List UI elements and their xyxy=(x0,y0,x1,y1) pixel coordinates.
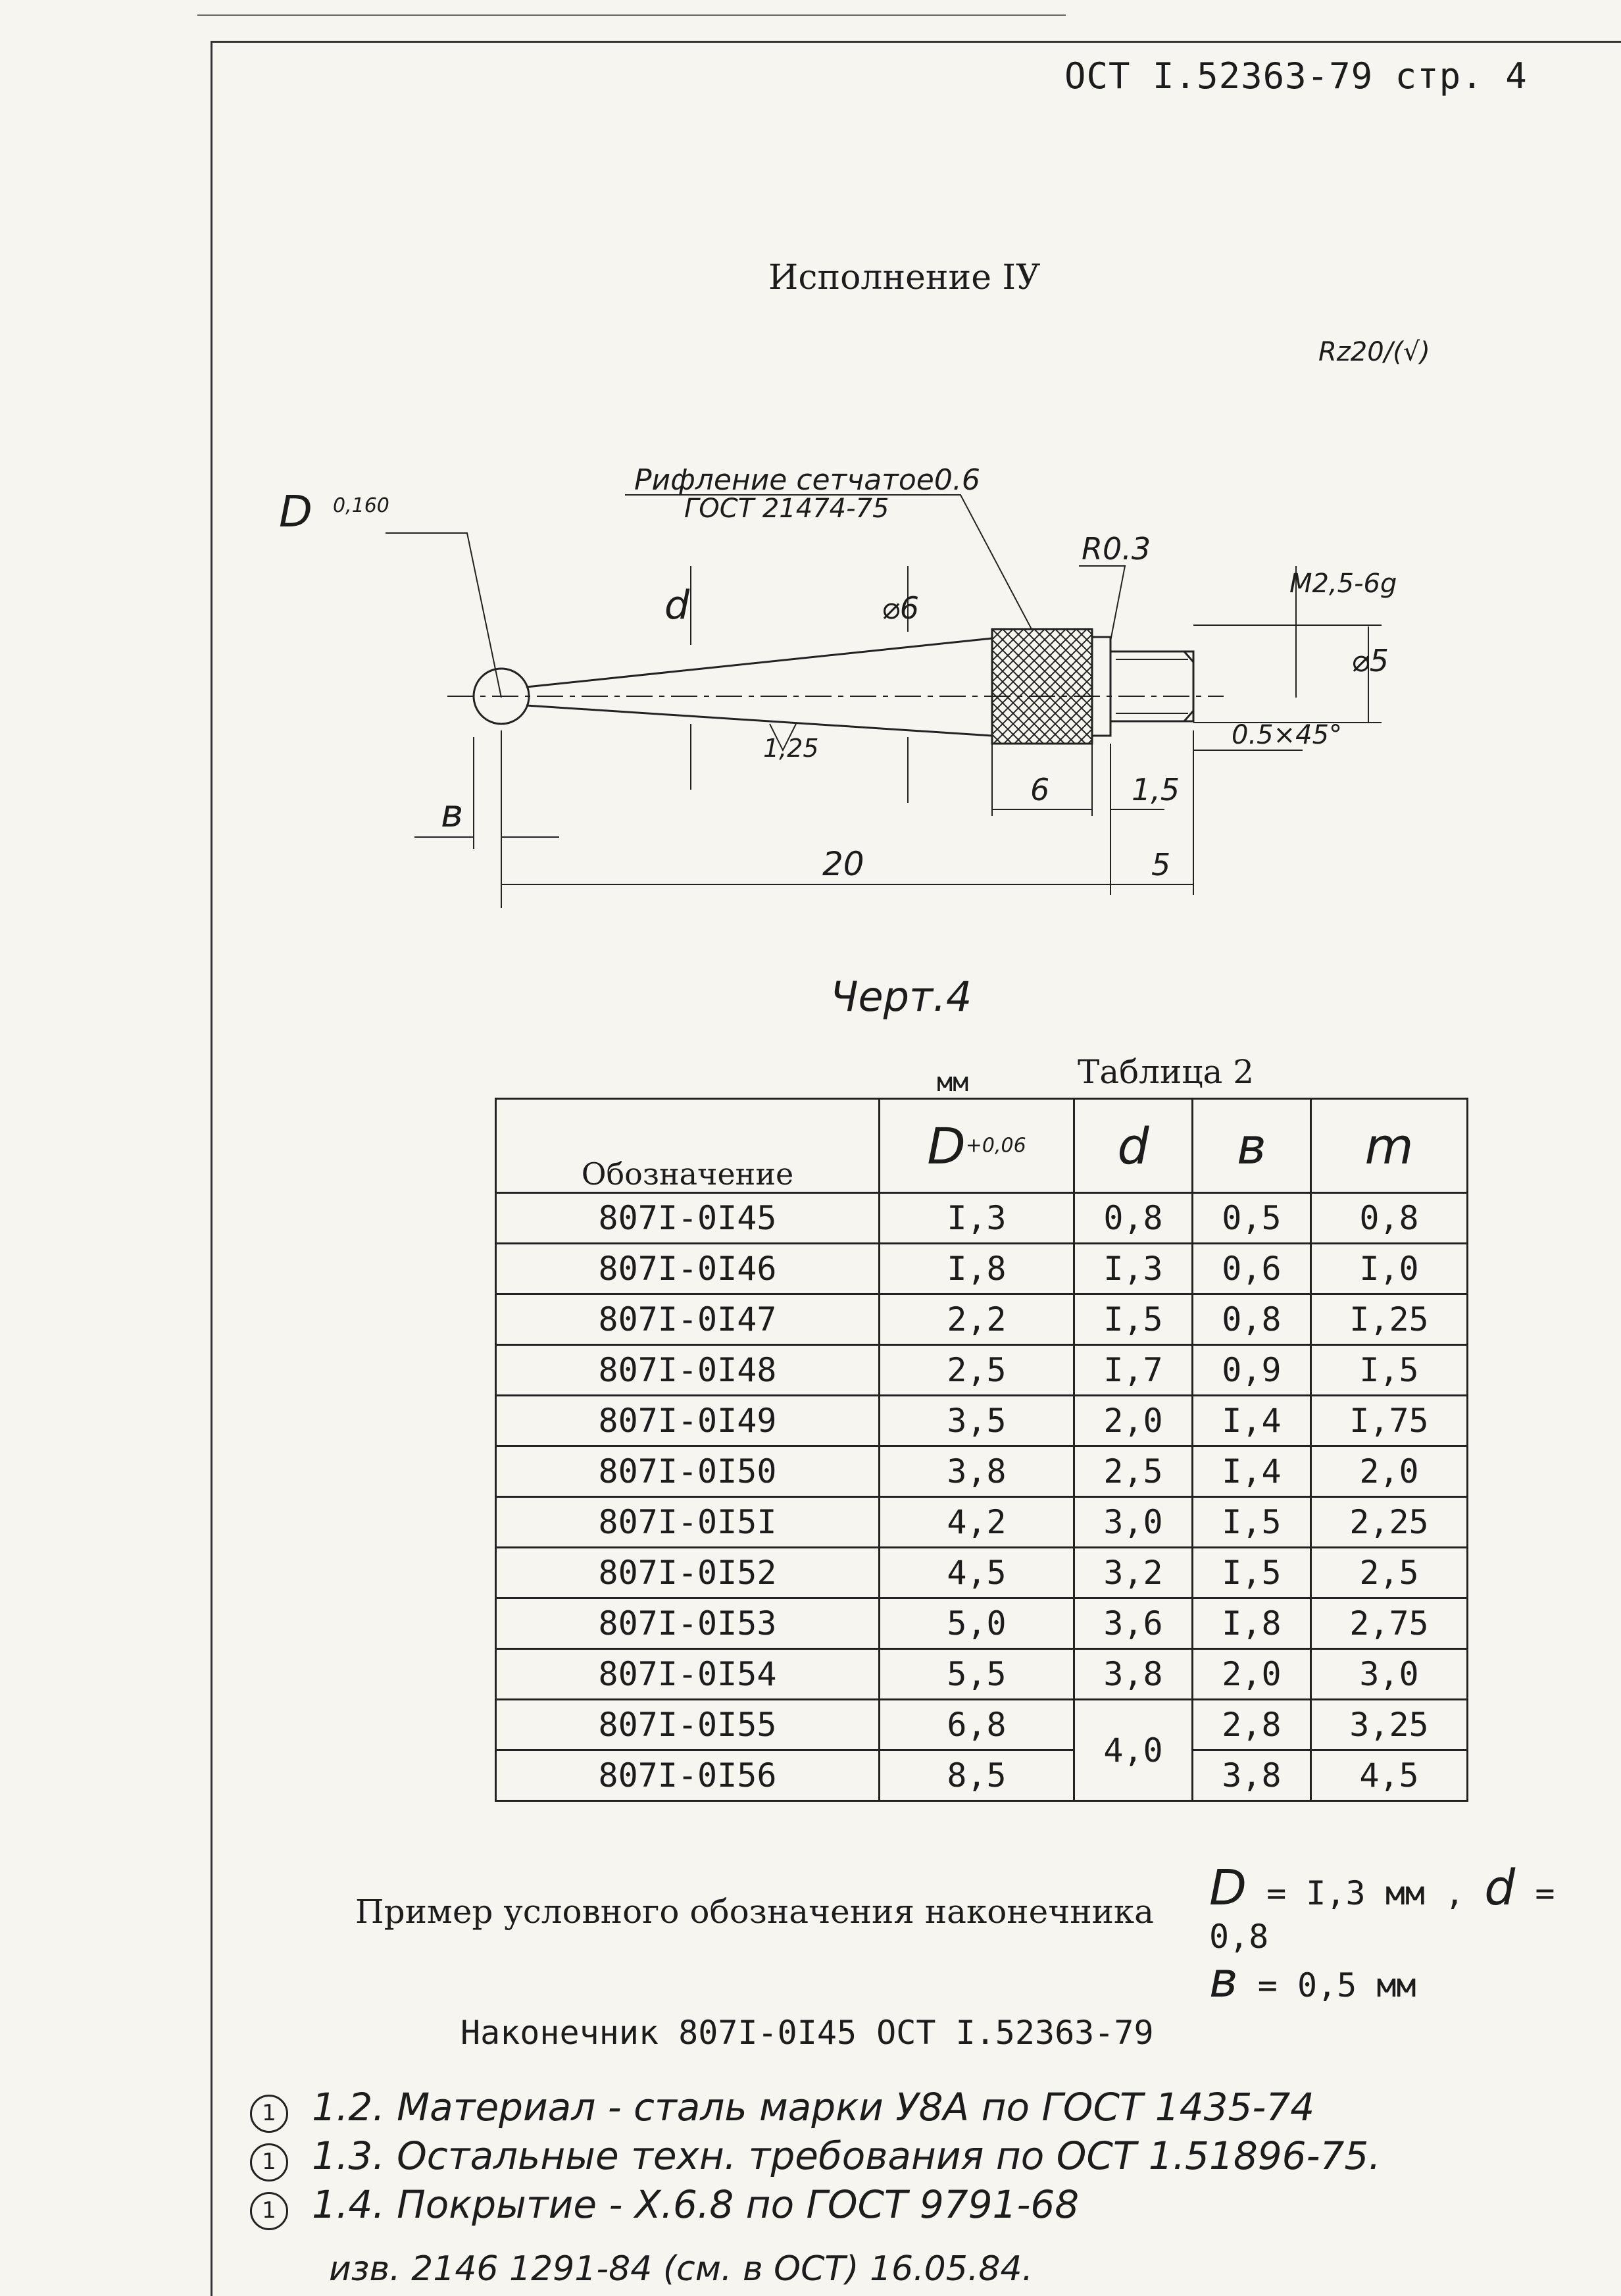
roughness-symbol: Rz20/(√) xyxy=(1318,337,1430,367)
header-D-symbol: D xyxy=(927,1116,966,1175)
dim-thread: M2,5-6g xyxy=(1289,569,1397,599)
diameter-D-label: D xyxy=(279,486,312,537)
example-d-value: = 0,8 xyxy=(1209,1874,1555,1956)
technical-drawing xyxy=(250,434,1539,934)
header-m: m xyxy=(1310,1099,1467,1193)
dim-20: 20 xyxy=(822,845,864,883)
diameter-d-label: d xyxy=(664,582,690,628)
dim-dia6: ⌀6 xyxy=(882,590,919,626)
dim-dia5: ⌀5 xyxy=(1351,643,1389,678)
table-row: 807I-0I54 5,5 3,8 2,0 3,0 xyxy=(496,1649,1468,1700)
table-title: Таблица 2 xyxy=(1078,1053,1255,1091)
note-text: 1.2. Материал - сталь марки У8А по ГОСТ 1435-74 xyxy=(312,2085,1315,2130)
revision-mark: 1 xyxy=(250,2192,288,2230)
example-b-symbol: в xyxy=(1209,1952,1238,2008)
table-row: 807I-0I48 2,5 I,7 0,9 I,5 xyxy=(496,1345,1468,1396)
example-label: Пример условного обозначения наконечника xyxy=(355,1893,1154,1931)
document-number: ОСТ I.52363-79 стр. 4 xyxy=(1064,55,1528,97)
threaded-stem xyxy=(1110,651,1193,721)
page-title: Исполнение IУ xyxy=(768,258,1041,297)
table-row: 807I-0I50 3,8 2,5 I,4 2,0 xyxy=(496,1446,1468,1497)
revision-mark: 1 xyxy=(250,2143,288,2181)
table-row: 807I-0I5I 4,2 3,0 I,5 2,25 xyxy=(496,1497,1468,1548)
example-b-value: = 0,5 мм xyxy=(1257,1966,1416,2004)
knurled-collar xyxy=(992,629,1092,744)
revision-mark: 1 xyxy=(250,2095,288,2133)
table-row: 807I-0I47 2,2 I,5 0,8 I,25 xyxy=(496,1294,1468,1345)
example-values xyxy=(1209,1860,1621,2008)
dim-5: 5 xyxy=(1151,847,1171,882)
table-row: 807I-0I46 I,8 I,3 0,6 I,0 xyxy=(496,1244,1468,1294)
table-row: 807I-0I45 I,3 0,8 0,5 0,8 xyxy=(496,1193,1468,1244)
knurl-note-2: ГОСТ 21474-75 xyxy=(684,494,889,524)
cone-body xyxy=(526,638,992,736)
note-item xyxy=(250,2085,1314,2133)
example-D-symbol: D xyxy=(1209,1860,1247,1916)
merged-d-cell: 4,0 xyxy=(1074,1700,1193,1801)
figure-caption: Черт.4 xyxy=(830,973,972,1021)
table-units: мм xyxy=(937,1067,969,1098)
note-text: 1.3. Остальные техн. требования по ОСТ 1.51896-75. xyxy=(312,2133,1381,2178)
header-D-tolerance: +0,06 xyxy=(965,1133,1026,1157)
dim-chamfer: 0.5×45° xyxy=(1232,720,1343,750)
table-row: 807I-0I49 3,5 2,0 I,4 I,75 xyxy=(496,1396,1468,1446)
header-D xyxy=(880,1099,1074,1193)
dim-cone: 1,25 xyxy=(763,734,819,763)
dim-b-label: в xyxy=(441,791,464,836)
knurl-note-1: Рифление сетчатое0.6 xyxy=(634,463,980,497)
example-designation: Наконечник 807I-0I45 ОСТ I.52363-79 xyxy=(461,2014,1154,2052)
table-row: 807I-0I53 5,0 3,6 I,8 2,75 xyxy=(496,1598,1468,1649)
table-header-row xyxy=(496,1099,1468,1193)
note-item xyxy=(250,2133,1381,2181)
dimension-table xyxy=(495,1098,1468,1802)
top-rule xyxy=(197,0,1066,16)
note-item xyxy=(250,2182,1079,2230)
header-d: d xyxy=(1074,1099,1193,1193)
dim-6: 6 xyxy=(1030,772,1050,807)
shoulder xyxy=(1092,637,1110,736)
example-d-symbol: d xyxy=(1484,1860,1516,1916)
revision-stamp: изв. 2146 1291-84 (см. в ОСТ) 16.05.84. xyxy=(329,2249,1034,2289)
table-row: 807I-0I52 4,5 3,2 I,5 2,5 xyxy=(496,1548,1468,1598)
table-row: 807I-0I56 8,5 3,8 4,5 xyxy=(496,1750,1468,1801)
dim-r03: R0.3 xyxy=(1082,531,1151,567)
example-D-value: = I,3 мм , xyxy=(1266,1874,1465,1912)
header-b: в xyxy=(1192,1099,1310,1193)
header-designation: Обозначение xyxy=(496,1099,880,1193)
dim-1-5: 1,5 xyxy=(1132,772,1180,807)
table-row: 807I-0I55 6,8 4,0 2,8 3,25 xyxy=(496,1700,1468,1750)
note-text: 1.4. Покрытие - Х.6.8 по ГОСТ 9791-68 xyxy=(312,2182,1080,2227)
diameter-D-tolerance: 0,160 xyxy=(333,494,389,517)
